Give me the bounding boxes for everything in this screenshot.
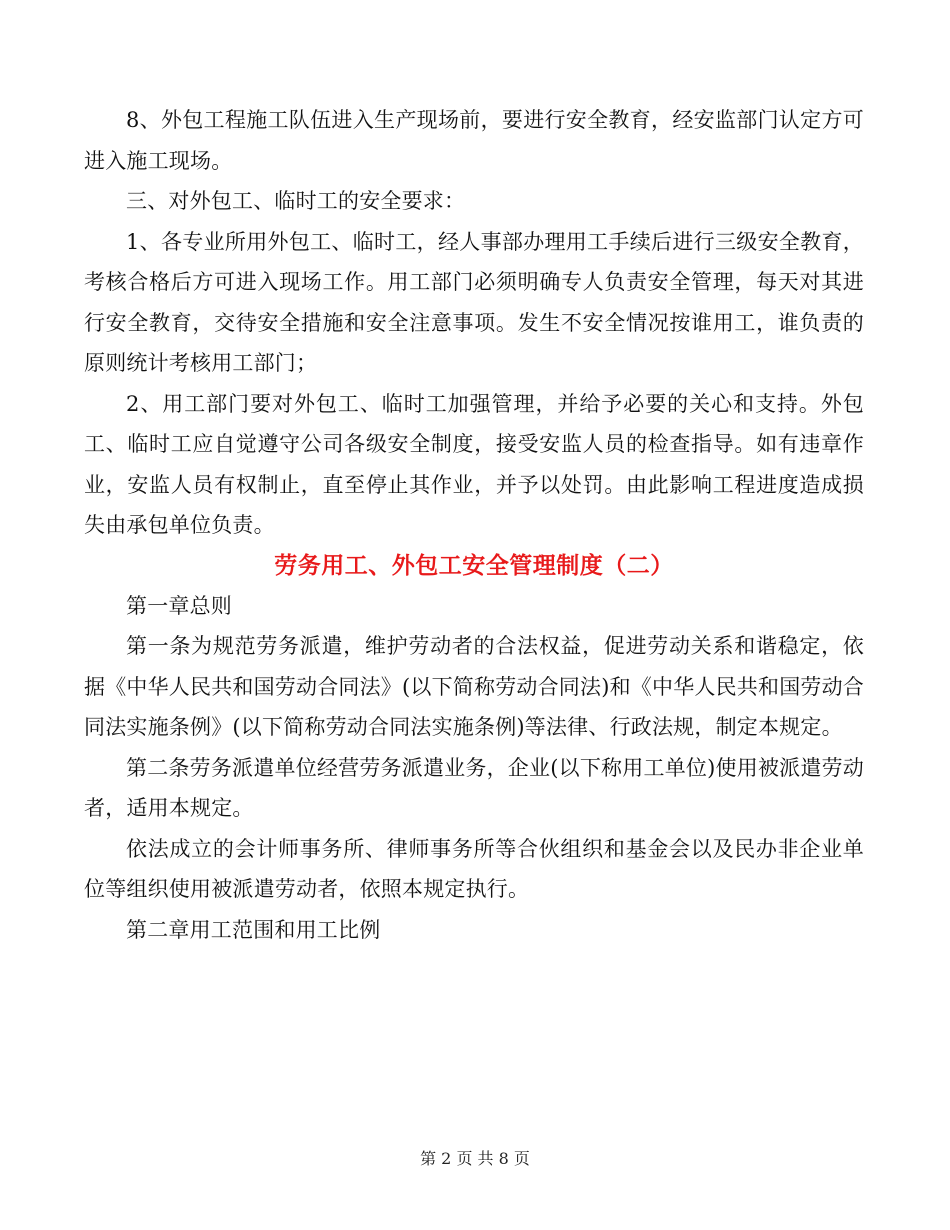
document-body <box>84 100 864 950</box>
paragraph-organizations: 依法成立的会计师事务所、律师事务所等合伙组织和基金会以及民办非企业单位等组织使用被派遣劳动者，依照本规定执行。 <box>84 836 864 901</box>
paragraph-item-1: 1、各专业所用外包工、临时工，经人事部办理用工手续后进行三级安全教育，考核合格后方可进入现场工作。用工部门必须明确专人负责安全管理，每天对其进行安全教育，交待安全措施和安全注意事项。发生不安全情况按谁用工，谁负责的原则统计考核用工部门； <box>84 229 864 375</box>
section-heading-requirements: 三、对外包工、临时工的安全要求： <box>126 189 466 213</box>
chapter-heading-scope: 第二章用工范围和用工比例 <box>126 917 381 942</box>
section-title: 劳务用工、外包工安全管理制度（二） <box>274 551 674 579</box>
paragraph-item-2: 2、用工部门要对外包工、临时工加强管理，并给予必要的关心和支持。外包工、临时工应自觉遵守公司各级安全制度，接受安监人员的检查指导。如有违章作业，安监人员有权制止，直至停止其作业，并予以处罚。由此影响工程进度造成损失由承包单位负责。 <box>84 391 864 537</box>
article-1: 第一条为规范劳务派遣，维护劳动者的合法权益，促进劳动关系和谐稳定，依据《中华人民共和国劳动合同法》(以下简称劳动合同法)和《中华人民共和国劳动合同法实施条例》(以下简称劳动合同法实施条例)等法律、行政法规，制定本规定。 <box>84 634 864 739</box>
chapter-heading-general: 第一章总则 <box>126 593 232 618</box>
paragraph-item-8: 8、外包工程施工队伍进入生产现场前，要进行安全教育，经安监部门认定方可进入施工现场。 <box>84 108 864 173</box>
article-2: 第二条劳务派遣单位经营劳务派遣业务，企业(以下称用工单位)使用被派遣劳动者，适用本规定。 <box>84 755 864 820</box>
page-number-footer: 第 2 页 共 8 页 <box>420 1149 530 1168</box>
